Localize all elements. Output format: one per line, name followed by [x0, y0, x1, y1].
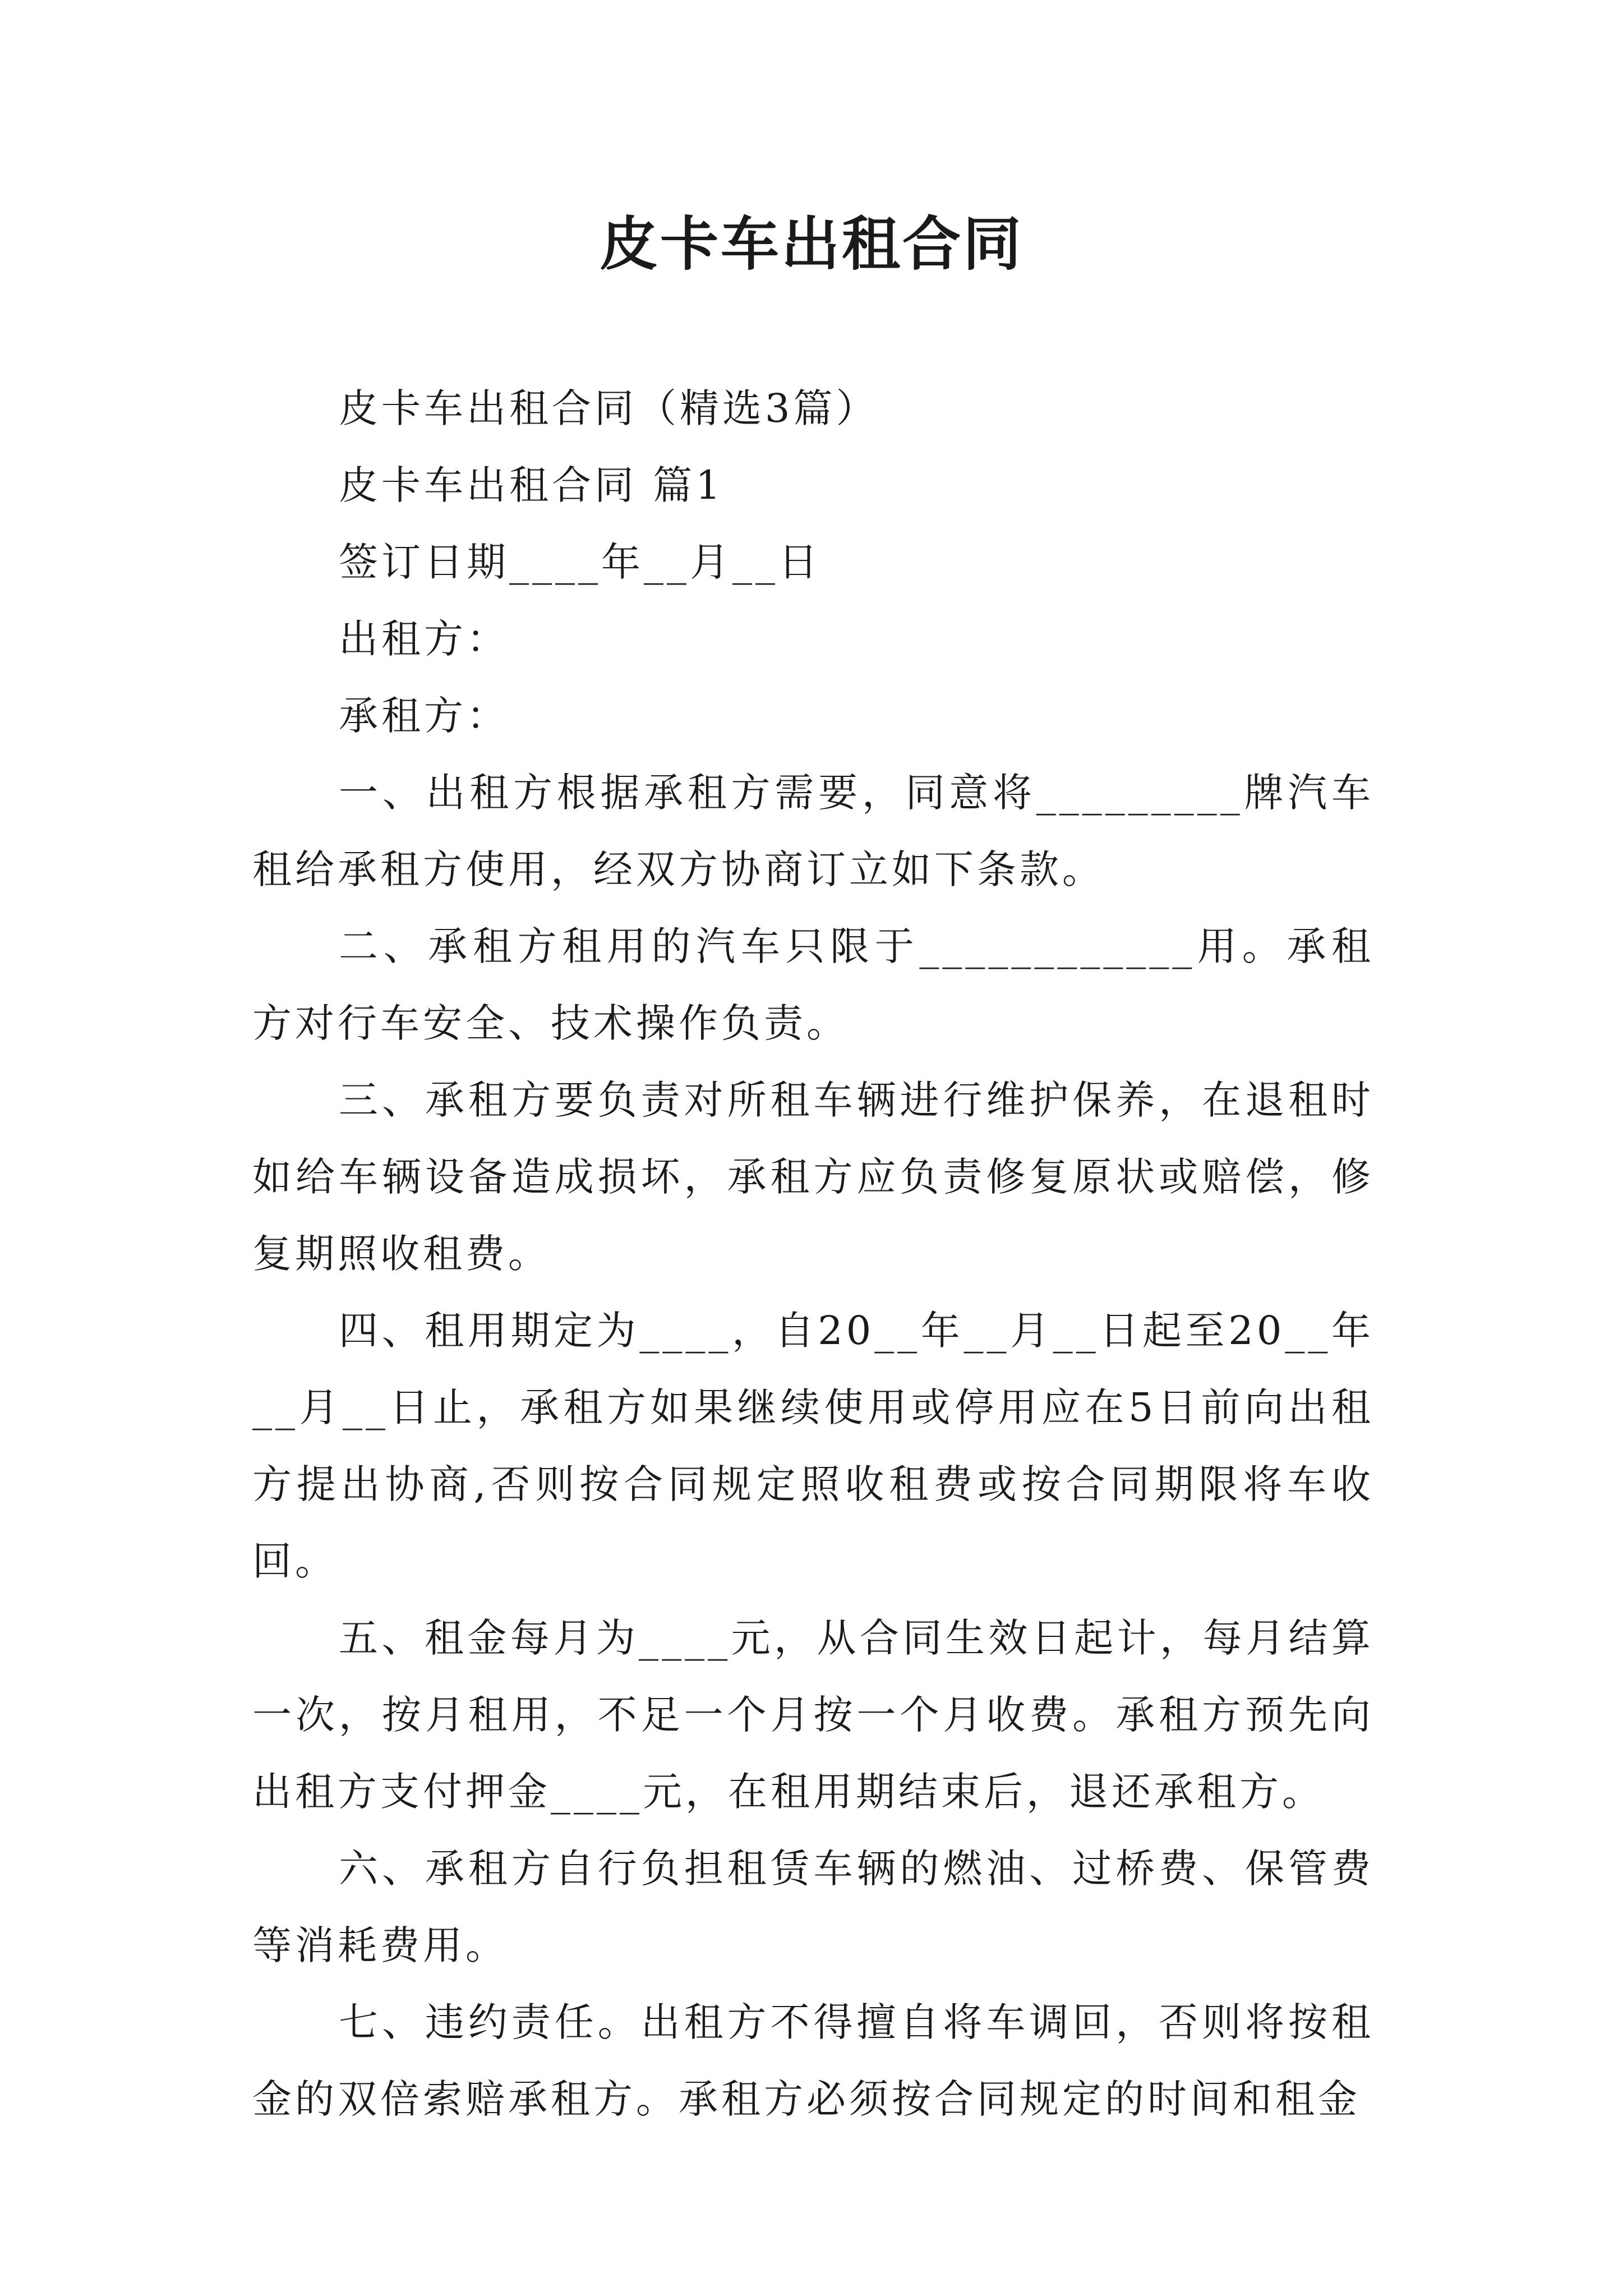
- document-title: 皮卡车出租合同: [599, 209, 1023, 278]
- clause-1: 一、出租方根据承租方需要，同意将_________牌汽车租给承租方使用，经双方协商订立如下条款。: [252, 770, 1374, 892]
- document-body: [252, 370, 1374, 2138]
- clause-6: 六、承租方自行负担租赁车辆的燃油、过桥费、保管费等消耗费用。: [252, 1846, 1374, 1968]
- paragraph-lessee: 承租方：: [339, 693, 509, 739]
- clause-2: 二、承租方租用的汽车只限于____________用。承租方对行车安全、技术操作负责。: [252, 923, 1374, 1046]
- clause-5: 五、租金每月为____元，从合同生效日起计，每月结算一次，按月租用，不足一个月按一个月收费。承租方预先向出租方支付押金____元，在租用期结束后，退还承租方。: [252, 1615, 1374, 1815]
- paragraph-lessor: 出租方：: [339, 616, 509, 662]
- paragraph-heading-part1: 皮卡车出租合同 篇1: [339, 462, 724, 508]
- clause-3: 三、承租方要负责对所租车辆进行维护保养，在退租时如给车辆设备造成损坏，承租方应负责修复原状或赔偿，修复期照收租费。: [252, 1077, 1374, 1277]
- paragraph-signing-date: 签订日期____年__月__日: [339, 539, 821, 585]
- paragraph-heading-selection: 皮卡车出租合同（精选3篇）: [339, 385, 879, 431]
- clause-4: 四、租用期定为____，自20__年__月__日起至20__年__月__日止，承租方如果继续使用或停用应在5日前向出租方提出协商,否则按合同规定照收租费或按合同期限将车收回。: [252, 1308, 1374, 1584]
- clause-7: 七、违约责任。出租方不得擅自将车调回，否则将按租金的双倍索赔承租方。承租方必须按合同规定的时间和租金: [252, 1999, 1374, 2122]
